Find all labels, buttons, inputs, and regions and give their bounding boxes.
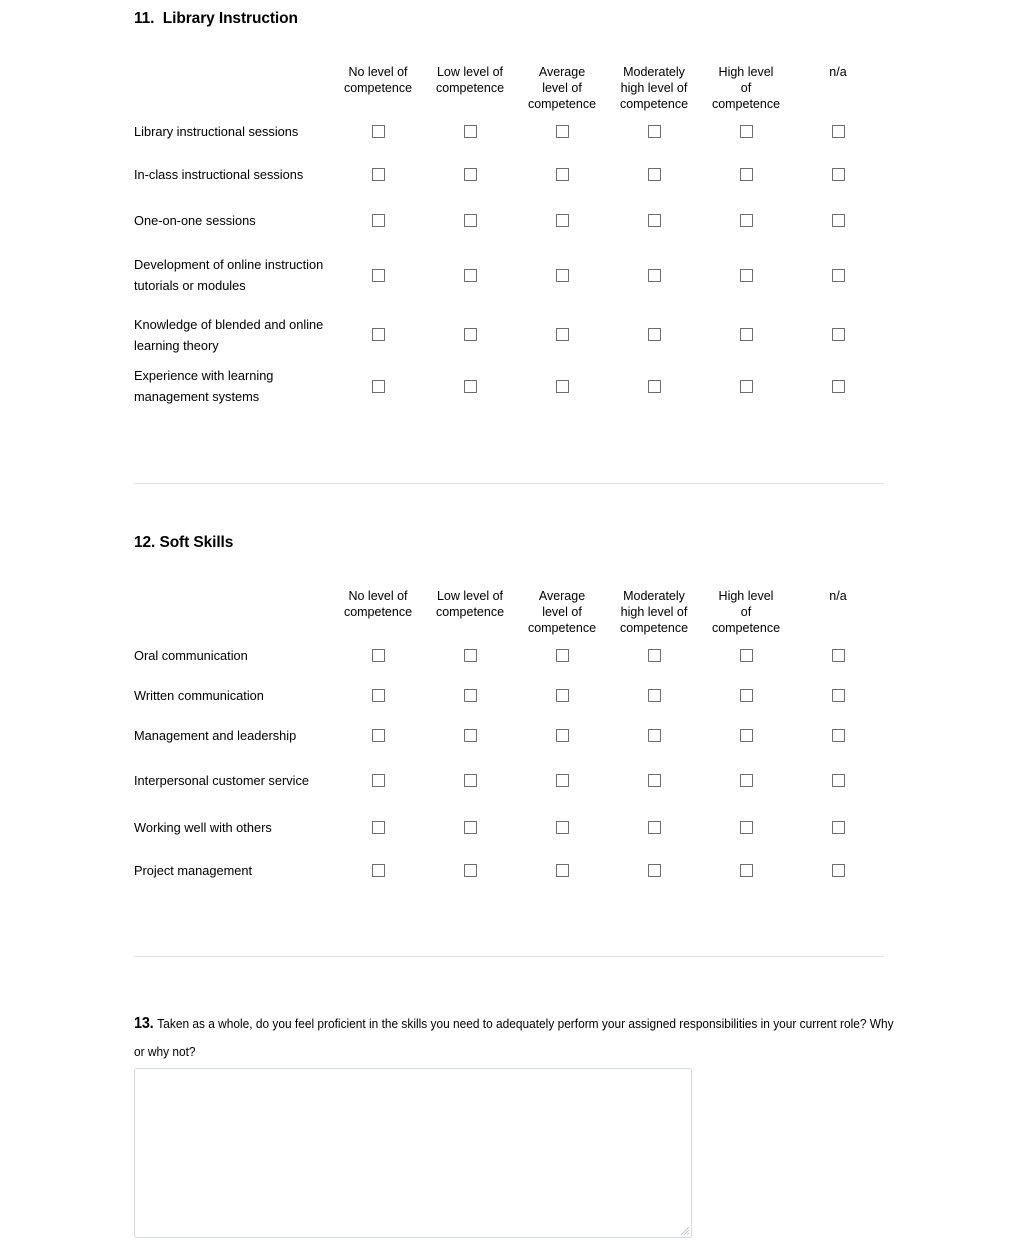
table-row [134, 243, 884, 307]
checkbox-average-level[interactable] [556, 269, 569, 282]
table-row [134, 715, 884, 755]
question-13-body: Taken as a whole, do you feel proficient in the skills you need to adequately perform your assigned responsibilities in your current role? Why or why not? [134, 1016, 894, 1059]
column-header-na [792, 64, 884, 112]
section-soft-skills [134, 534, 884, 890]
cell-na[interactable] [792, 168, 884, 181]
checkbox-na[interactable] [832, 729, 845, 742]
checkbox-na[interactable] [832, 380, 845, 393]
checkbox-average-level[interactable] [556, 125, 569, 138]
cell-moderately-high-level[interactable] [608, 269, 700, 282]
checkbox-average-level[interactable] [556, 864, 569, 877]
checkbox-moderately-high-level[interactable] [648, 168, 661, 181]
column-header-average-level [516, 588, 608, 636]
checkbox-moderately-high-level[interactable] [648, 269, 661, 282]
checkbox-low-level[interactable] [464, 168, 477, 181]
cell-no-level[interactable] [332, 821, 424, 834]
cell-high-level[interactable] [700, 864, 792, 877]
row-label: Management and leadership [134, 727, 297, 743]
checkbox-high-level[interactable] [740, 125, 753, 138]
column-header-line2: of [740, 81, 752, 95]
column-header-line3: competence [527, 621, 597, 635]
cell-no-level[interactable] [332, 729, 424, 742]
checkbox-low-level[interactable] [464, 380, 477, 393]
column-header-line2: competence [435, 81, 505, 95]
column-header-line1: No level of [348, 589, 408, 603]
cell-na[interactable] [792, 214, 884, 227]
column-header-average-level [516, 64, 608, 112]
column-header-line1: No level of [348, 65, 408, 79]
checkbox-low-level[interactable] [464, 821, 477, 834]
cell-no-level[interactable] [332, 689, 424, 702]
question-13-number: 13. [134, 1015, 158, 1032]
cell-moderately-high-level[interactable] [608, 821, 700, 834]
cell-moderately-high-level[interactable] [608, 729, 700, 742]
checkbox-no-level[interactable] [372, 774, 385, 787]
matrix-library-instruction [134, 50, 884, 410]
column-header-line2: high level of [620, 605, 688, 619]
row-label: Experience with learning management systems [134, 368, 274, 404]
row-label: One-on-one sessions [134, 213, 256, 228]
cell-high-level[interactable] [700, 689, 792, 702]
checkbox-low-level[interactable] [464, 689, 477, 702]
cell-low-level[interactable] [424, 689, 516, 702]
column-header-line1: Low level of [436, 65, 503, 79]
checkbox-na[interactable] [832, 689, 845, 702]
column-header-line1: High level [718, 589, 774, 603]
cell-no-level[interactable] [332, 214, 424, 227]
cell-moderately-high-level[interactable] [608, 168, 700, 181]
checkbox-no-level[interactable] [372, 821, 385, 834]
row-label: Oral communication [134, 648, 248, 663]
cell-moderately-high-level[interactable] [608, 380, 700, 393]
checkbox-average-level[interactable] [556, 328, 569, 341]
column-header-line3: competence [619, 97, 689, 111]
checkbox-high-level[interactable] [740, 774, 753, 787]
checkbox-no-level[interactable] [372, 214, 385, 227]
checkbox-no-level[interactable] [372, 729, 385, 742]
checkbox-high-level[interactable] [740, 649, 753, 662]
checkbox-moderately-high-level[interactable] [648, 125, 661, 138]
cell-low-level[interactable] [424, 269, 516, 282]
cell-average-level[interactable] [516, 821, 608, 834]
column-header-line2: level of [542, 605, 582, 619]
column-header-line1: Moderately [623, 589, 685, 603]
row-label: Knowledge of blended and online learning theory [134, 316, 324, 353]
column-header-no-level [332, 588, 424, 636]
checkbox-na[interactable] [832, 864, 845, 877]
checkbox-average-level[interactable] [556, 214, 569, 227]
column-header-line3: competence [711, 97, 781, 111]
checkbox-average-level[interactable] [556, 168, 569, 181]
cell-no-level[interactable] [332, 649, 424, 662]
checkbox-moderately-high-level[interactable] [648, 689, 661, 702]
checkbox-no-level[interactable] [372, 125, 385, 138]
column-header-line2: level of [542, 81, 582, 95]
checkbox-low-level[interactable] [464, 214, 477, 227]
row-label: Interpersonal customer service [134, 772, 309, 788]
column-header-line2: competence [343, 81, 413, 95]
section-library-instruction [134, 10, 884, 410]
section-12-heading: 12. Soft Skills [134, 534, 234, 551]
column-header-line3: competence [711, 621, 781, 635]
cell-moderately-high-level[interactable] [608, 774, 700, 787]
column-header-no-level [332, 64, 424, 112]
cell-na[interactable] [792, 689, 884, 702]
cell-no-level[interactable] [332, 125, 424, 138]
table-row [134, 362, 884, 410]
cell-na[interactable] [792, 864, 884, 877]
cell-average-level[interactable] [516, 649, 608, 662]
checkbox-high-level[interactable] [740, 689, 753, 702]
cell-na[interactable] [792, 821, 884, 834]
section-divider [134, 956, 884, 957]
checkbox-low-level[interactable] [464, 774, 477, 787]
checkbox-na[interactable] [832, 649, 845, 662]
checkbox-no-level[interactable] [372, 168, 385, 181]
cell-no-level[interactable] [332, 864, 424, 877]
checkbox-moderately-high-level[interactable] [648, 214, 661, 227]
table-row [134, 112, 884, 150]
cell-no-level[interactable] [332, 774, 424, 787]
cell-moderately-high-level[interactable] [608, 125, 700, 138]
cell-moderately-high-level[interactable] [608, 689, 700, 702]
cell-average-level[interactable] [516, 328, 608, 341]
cell-moderately-high-level[interactable] [608, 328, 700, 341]
cell-average-level[interactable] [516, 864, 608, 877]
cell-high-level[interactable] [700, 380, 792, 393]
cell-average-level[interactable] [516, 269, 608, 282]
checkbox-low-level[interactable] [464, 269, 477, 282]
cell-na[interactable] [792, 774, 884, 787]
checkbox-na[interactable] [832, 328, 845, 341]
column-header-line1: Average [538, 65, 586, 79]
table-row [134, 307, 884, 362]
checkbox-average-level[interactable] [556, 689, 569, 702]
checkbox-low-level[interactable] [464, 729, 477, 742]
checkbox-moderately-high-level[interactable] [648, 774, 661, 787]
checkbox-na[interactable] [832, 125, 845, 138]
row-label: Project management [134, 862, 253, 878]
cell-high-level[interactable] [700, 729, 792, 742]
table-row [134, 150, 884, 198]
cell-high-level[interactable] [700, 328, 792, 341]
question-13 [134, 1010, 894, 1066]
checkbox-low-level[interactable] [464, 125, 477, 138]
row-label: Development of online instruction tutorials or modules [134, 257, 324, 293]
checkbox-no-level[interactable] [372, 649, 385, 662]
checkbox-high-level[interactable] [740, 168, 753, 181]
cell-low-level[interactable] [424, 864, 516, 877]
cell-na[interactable] [792, 328, 884, 341]
checkbox-average-level[interactable] [556, 774, 569, 787]
cell-na[interactable] [792, 729, 884, 742]
checkbox-high-level[interactable] [740, 864, 753, 877]
cell-high-level[interactable] [700, 125, 792, 138]
checkbox-no-level[interactable] [372, 269, 385, 282]
cell-moderately-high-level[interactable] [608, 864, 700, 877]
cell-low-level[interactable] [424, 214, 516, 227]
checkbox-no-level[interactable] [372, 328, 385, 341]
column-header-line2: high level of [620, 81, 688, 95]
checkbox-moderately-high-level[interactable] [648, 729, 661, 742]
cell-moderately-high-level[interactable] [608, 214, 700, 227]
cell-average-level[interactable] [516, 689, 608, 702]
table-row [134, 805, 884, 850]
checkbox-moderately-high-level[interactable] [648, 821, 661, 834]
cell-high-level[interactable] [700, 649, 792, 662]
cell-average-level[interactable] [516, 380, 608, 393]
column-header-line3: competence [619, 621, 689, 635]
column-header-line1: Moderately [623, 65, 685, 79]
column-header-line1: Average [538, 589, 586, 603]
checkbox-na[interactable] [832, 269, 845, 282]
checkbox-average-level[interactable] [556, 821, 569, 834]
checkbox-moderately-high-level[interactable] [648, 864, 661, 877]
checkbox-high-level[interactable] [740, 214, 753, 227]
cell-average-level[interactable] [516, 214, 608, 227]
column-header-high-level [700, 64, 792, 112]
column-header-low-level [424, 64, 516, 112]
checkbox-na[interactable] [832, 774, 845, 787]
table-row [134, 636, 884, 675]
cell-low-level[interactable] [424, 125, 516, 138]
row-label: In-class instructional sessions [134, 166, 304, 182]
cell-low-level[interactable] [424, 649, 516, 662]
cell-high-level[interactable] [700, 214, 792, 227]
column-header-moderately-high-level [608, 64, 700, 112]
cell-na[interactable] [792, 125, 884, 138]
cell-low-level[interactable] [424, 821, 516, 834]
cell-no-level[interactable] [332, 380, 424, 393]
checkbox-low-level[interactable] [464, 328, 477, 341]
column-header-low-level [424, 588, 516, 636]
cell-average-level[interactable] [516, 729, 608, 742]
checkbox-moderately-high-level[interactable] [648, 328, 661, 341]
checkbox-na[interactable] [832, 821, 845, 834]
column-header-line1: High level [718, 65, 774, 79]
row-label: Library instructional sessions [134, 123, 299, 139]
cell-no-level[interactable] [332, 328, 424, 341]
checkbox-low-level[interactable] [464, 864, 477, 877]
cell-no-level[interactable] [332, 168, 424, 181]
question-13-text [134, 1010, 895, 1066]
checkbox-high-level[interactable] [740, 328, 753, 341]
cell-low-level[interactable] [424, 774, 516, 787]
checkbox-high-level[interactable] [740, 729, 753, 742]
checkbox-moderately-high-level[interactable] [648, 649, 661, 662]
question-13-answer-input[interactable] [134, 1068, 692, 1238]
checkbox-moderately-high-level[interactable] [648, 380, 661, 393]
section-11-heading: 11. Library Instruction [134, 10, 298, 27]
cell-low-level[interactable] [424, 328, 516, 341]
checkbox-average-level[interactable] [556, 380, 569, 393]
section-divider [134, 483, 884, 484]
cell-low-level[interactable] [424, 380, 516, 393]
checkbox-no-level[interactable] [372, 380, 385, 393]
checkbox-high-level[interactable] [740, 380, 753, 393]
checkbox-na[interactable] [832, 214, 845, 227]
table-row [134, 755, 884, 805]
column-header-line1: n/a [829, 589, 847, 603]
cell-low-level[interactable] [424, 729, 516, 742]
column-header-moderately-high-level [608, 588, 700, 636]
table-row [134, 850, 884, 890]
matrix-header-row [134, 50, 884, 112]
row-label: Written communication [134, 687, 264, 703]
cell-moderately-high-level[interactable] [608, 649, 700, 662]
checkbox-no-level[interactable] [372, 864, 385, 877]
matrix-soft-skills [134, 574, 884, 890]
checkbox-average-level[interactable] [556, 729, 569, 742]
checkbox-low-level[interactable] [464, 649, 477, 662]
cell-low-level[interactable] [424, 168, 516, 181]
column-header-na [792, 588, 884, 636]
cell-average-level[interactable] [516, 774, 608, 787]
cell-high-level[interactable] [700, 774, 792, 787]
column-header-line2: competence [343, 605, 413, 619]
cell-high-level[interactable] [700, 821, 792, 834]
column-header-line3: competence [527, 97, 597, 111]
cell-na[interactable] [792, 380, 884, 393]
checkbox-na[interactable] [832, 168, 845, 181]
column-header-high-level [700, 588, 792, 636]
column-header-line1: n/a [829, 65, 847, 79]
cell-na[interactable] [792, 649, 884, 662]
checkbox-average-level[interactable] [556, 649, 569, 662]
cell-average-level[interactable] [516, 125, 608, 138]
cell-na[interactable] [792, 269, 884, 282]
column-header-line1: Low level of [436, 589, 503, 603]
matrix-header-row [134, 574, 884, 636]
column-header-line2: competence [435, 605, 505, 619]
cell-high-level[interactable] [700, 168, 792, 181]
checkbox-high-level[interactable] [740, 269, 753, 282]
checkbox-high-level[interactable] [740, 821, 753, 834]
checkbox-no-level[interactable] [372, 689, 385, 702]
table-row [134, 198, 884, 243]
row-label: Working well with others [134, 820, 272, 835]
cell-average-level[interactable] [516, 168, 608, 181]
cell-no-level[interactable] [332, 269, 424, 282]
column-header-line2: of [740, 605, 752, 619]
table-row [134, 675, 884, 715]
cell-high-level[interactable] [700, 269, 792, 282]
